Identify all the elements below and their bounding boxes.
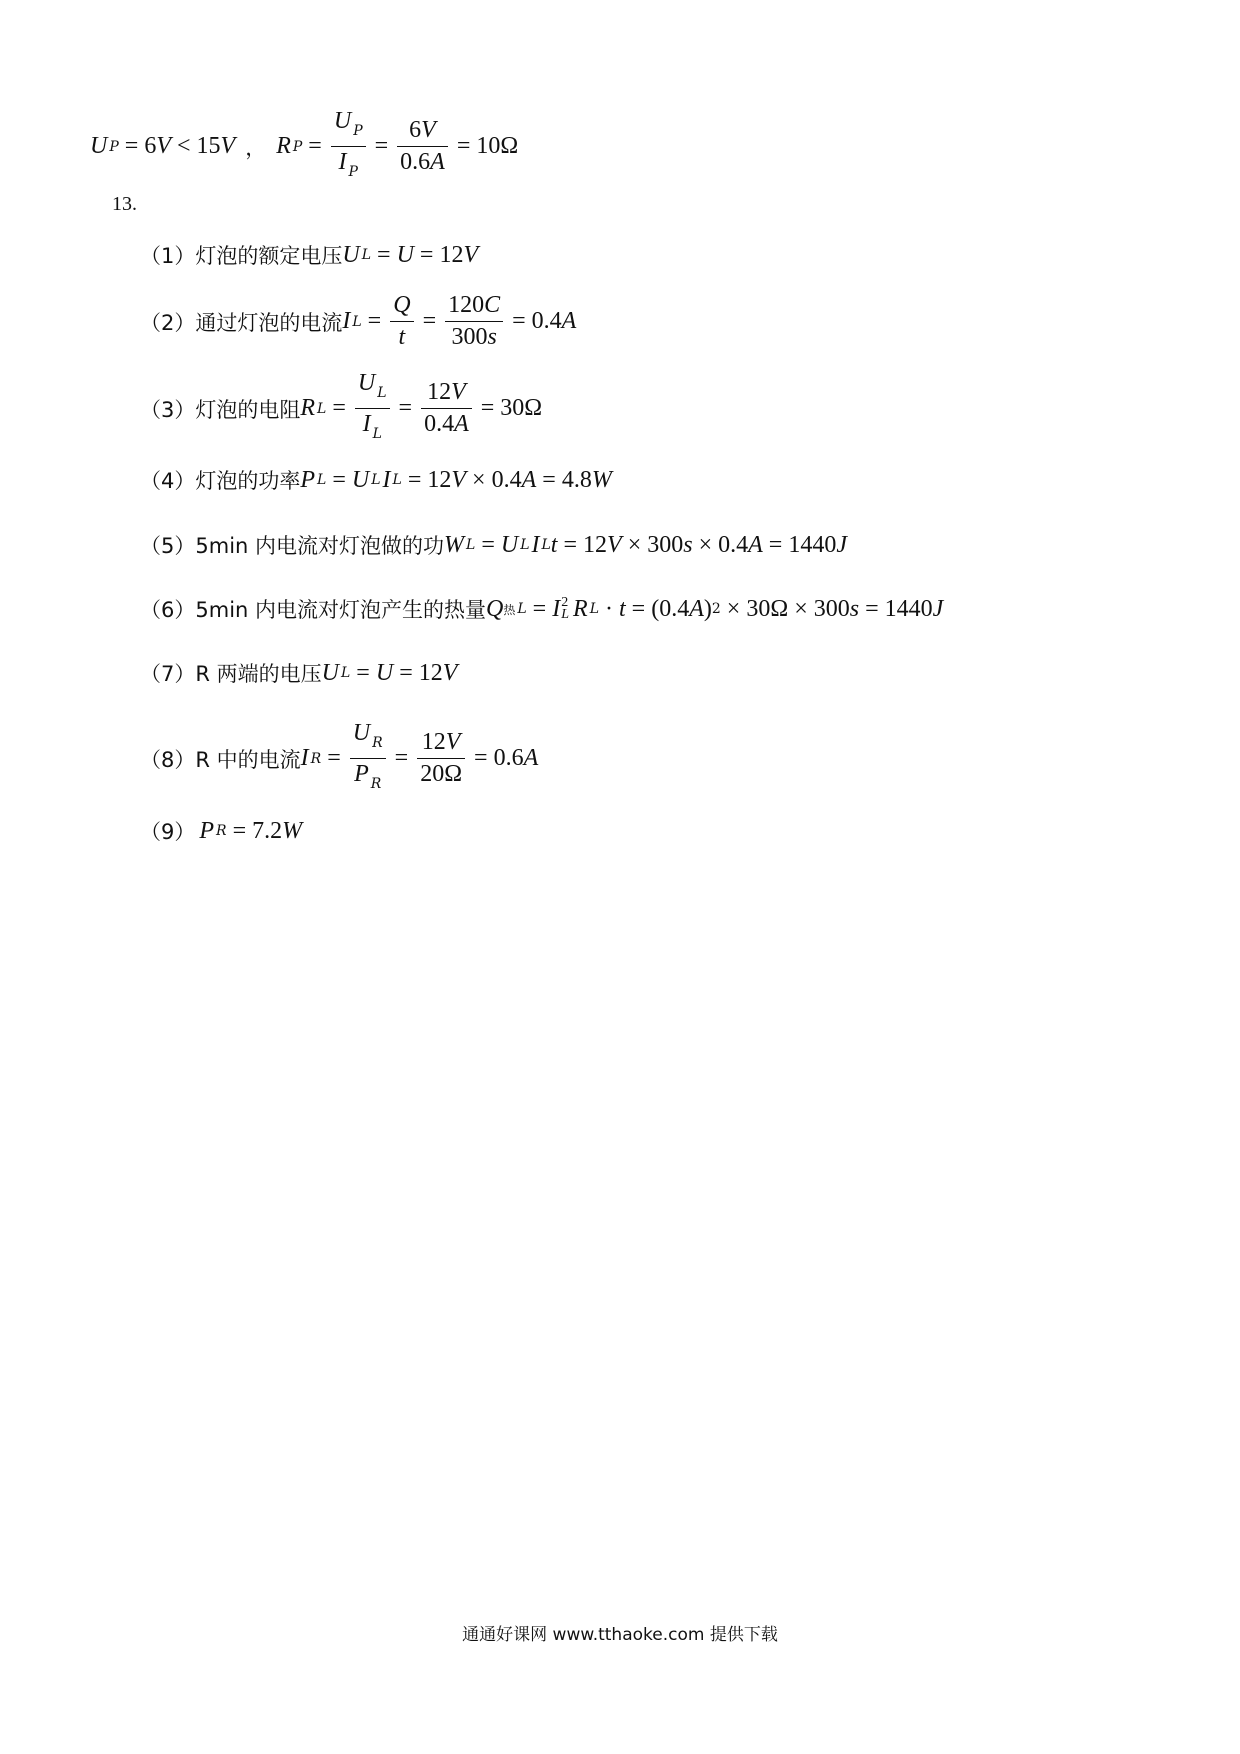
fraction: $\frac{6V}{0.6A}$ (397, 115, 448, 178)
page-footer: 通通好课网 www.tthaoke.com 提供下载 (462, 1625, 778, 1645)
item-label: （5） (140, 534, 196, 558)
item-4: （4） 灯泡的功率 P L = U L I L = 12 V × 0.4 A = 4.8 W (140, 466, 612, 493)
question-number: 13. (112, 193, 137, 215)
item-label: （4） (140, 469, 196, 493)
comma: ， (245, 135, 267, 160)
fraction: $\frac{U _R}{P _R}$ (350, 718, 386, 799)
fraction: $\frac{12V}{20\Omega}$ (417, 727, 465, 790)
item-label: （8） (140, 747, 196, 772)
fraction: $\frac{12V}{0.4A}$ (421, 377, 472, 440)
item-text: R 两端的电压 (195, 662, 322, 686)
item-label: （7） (140, 662, 196, 686)
formula-line-resistance-p: U P = 6 V < 15 V ， R P = $\frac{U _P}{I _P}$ = $\frac{6V}{0.6A}$ = 10Ω (90, 106, 518, 187)
item-label: （2） (140, 310, 196, 335)
item-text: 灯泡的功率 (195, 469, 301, 493)
fraction: $\frac{U _P}{I _P}$ (331, 106, 366, 187)
item-text: 灯泡的电阻 (195, 397, 301, 422)
heat-subscript: 热 (503, 602, 516, 617)
item-6: （6） 5min 内电流对灯泡产生的热量 Q 热 L = I 2 L R L · t = (0.4 A ) 2 × 30Ω × 300 s = 1440 J (140, 595, 944, 622)
item-text: 灯泡的额定电压 (195, 244, 343, 268)
item-text: R 中的电流 (195, 747, 301, 772)
item-8: （8） R 中的电流 I R = $\frac{U _R}{P _R}$ = $\frac{12V}{20\Omega}$ = 0.6 A (140, 718, 538, 799)
item-2: （2） 通过灯泡的电流 I L = $\frac{Q}{t}$ = $\frac{120C}{300s}$ = 0.4 A (140, 290, 576, 353)
item-1: （1） 灯泡的额定电压 U L = U = 12 V (140, 241, 479, 268)
fraction: $\frac{Q}{t}$ (390, 290, 413, 353)
item-7: （7） R 两端的电压 U L = U = 12 V (140, 659, 458, 686)
item-9: （9） P R = 7.2 W (140, 817, 303, 844)
fraction: $\frac{U _L}{I _L}$ (355, 368, 390, 449)
fraction: $\frac{120C}{300s}$ (445, 290, 503, 353)
item-text: 通过灯泡的电流 (195, 310, 343, 335)
item-text: 5min 内电流对灯泡产生的热量 (195, 598, 487, 622)
item-5: （5） 5min 内电流对灯泡做的功 W L = U L I L t = 12 V × 300 s × 0.4 A = 1440 J (140, 531, 847, 558)
item-label: （9） (140, 820, 196, 844)
item-text: 5min 内电流对灯泡做的功 (195, 534, 445, 558)
item-label: （3） (140, 397, 196, 422)
item-3: （3） 灯泡的电阻 R L = $\frac{U _L}{I _L}$ = $\frac{12V}{0.4A}$ = 30Ω (140, 368, 542, 449)
item-label: （1） (140, 244, 196, 268)
item-label: （6） (140, 598, 196, 622)
